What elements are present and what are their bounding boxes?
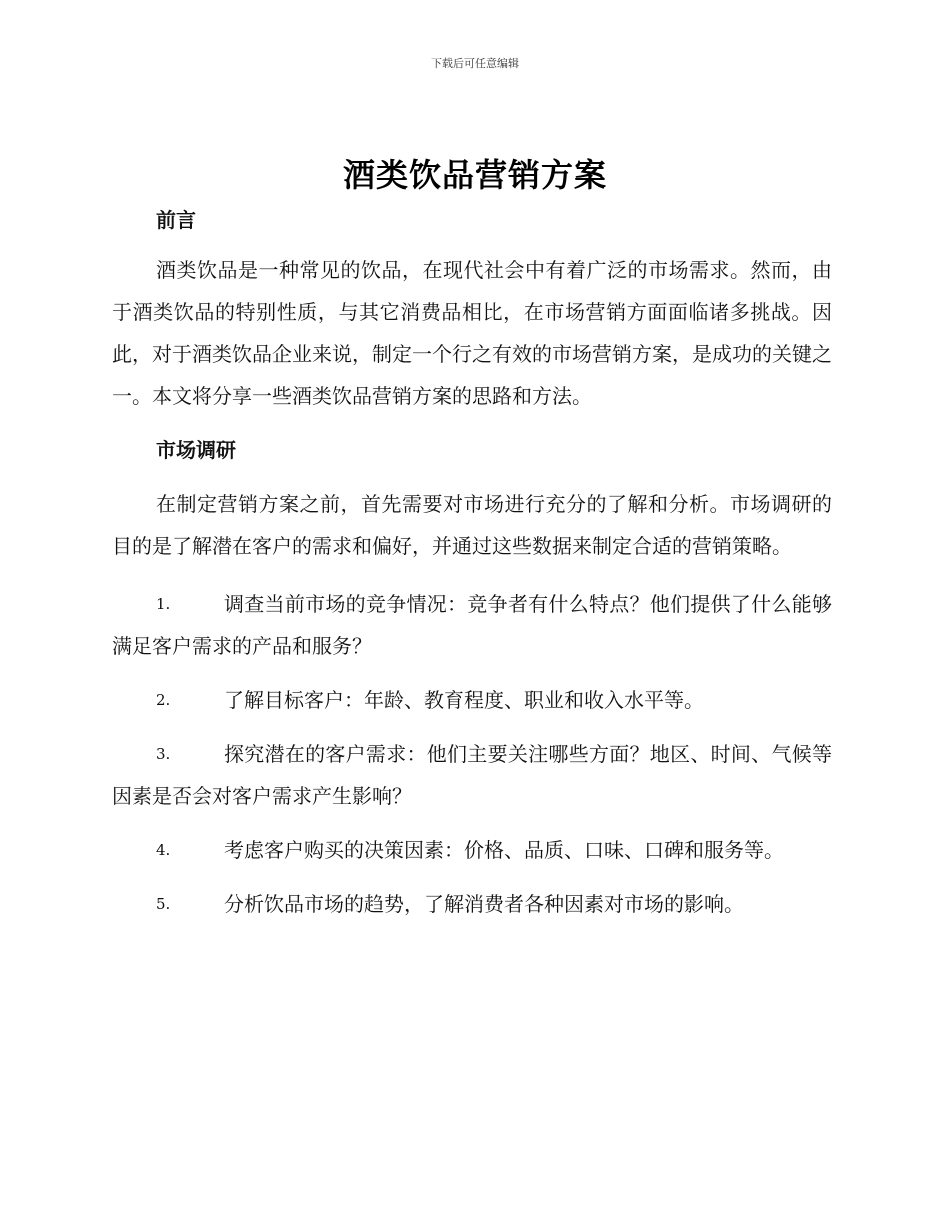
list-item-number: 2.: [156, 691, 171, 709]
list-item-text: 调查当前市场的竞争情况：竞争者有什么特点？他们提供了什么能够满足客户需求的产品和服务？: [112, 592, 832, 658]
list-item: [112, 583, 832, 667]
list-item-number: 5.: [156, 895, 171, 913]
section-heading-market-research: 市场调研: [156, 438, 236, 462]
list-item-number: 3.: [156, 745, 171, 763]
list-item: [112, 829, 832, 871]
market-research-paragraph: 在制定营销方案之前，首先需要对市场进行充分的了解和分析。市场调研的目的是了解潜在客户的需求和偏好，并通过这些数据来制定合适的营销策略。: [112, 492, 832, 558]
list-item-text: 分析饮品市场的趋势，了解消费者各种因素对市场的影响。: [224, 892, 744, 916]
list-item-number: 1.: [156, 595, 171, 613]
list-item-text: 了解目标客户：年龄、教育程度、职业和收入水平等。: [224, 688, 704, 712]
list-item: [112, 733, 832, 817]
list-item-number: 4.: [156, 841, 171, 859]
list-item: [112, 883, 832, 925]
list-item: [112, 679, 832, 721]
preface-paragraph: 酒类饮品是一种常见的饮品，在现代社会中有着广泛的市场需求。然而，由于酒类饮品的特别性质，与其它消费品相比，在市场营销方面面临诸多挑战。因此，对于酒类饮品企业来说，制定一个行之有效的市场营销方案，是成功的关键之一。本文将分享一些酒类饮品营销方案的思路和方法。: [112, 258, 832, 408]
header-note: 下载后可任意编辑: [431, 57, 519, 70]
list-item-text: 探究潜在的客户需求：他们主要关注哪些方面？地区、时间、气候等因素是否会对客户需求产生影响？: [112, 742, 832, 808]
document-body: [112, 205, 832, 925]
research-list: [112, 583, 832, 925]
list-item-text: 考虑客户购买的决策因素：价格、品质、口味、口碑和服务等。: [224, 838, 784, 862]
section-heading-preface: 前言: [156, 208, 196, 232]
document-title: 酒类饮品营销方案: [342, 156, 607, 194]
